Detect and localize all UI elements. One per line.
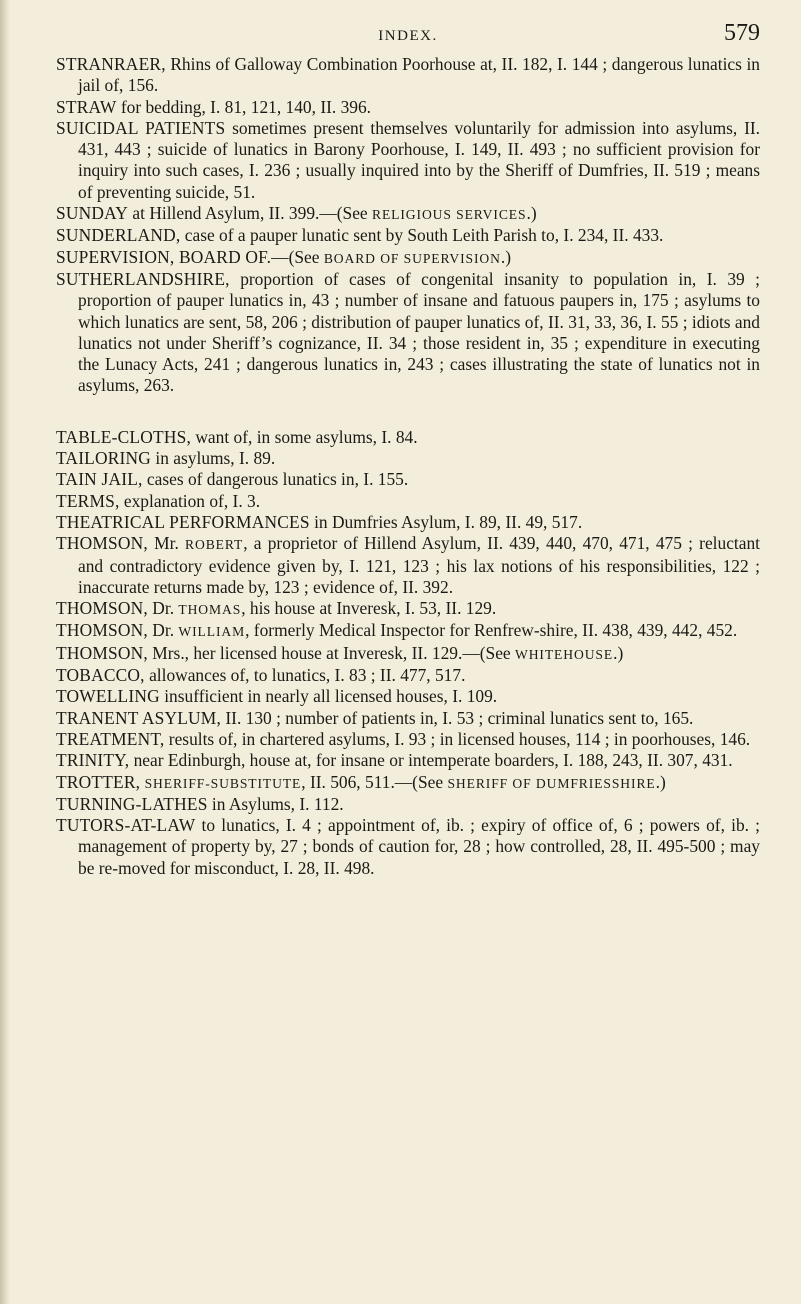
entry-text: , his house at Inveresk, I. 53, II. 129.: [241, 598, 497, 619]
entry-heading: TRANENT ASYLUM,: [56, 707, 222, 728]
running-head-title: INDEX.: [378, 28, 438, 44]
index-body: [56, 54, 760, 879]
entry-text: , a proprietor of Hillend Asylum, II. 439, 440, 470, 471, 475 ; reluctant and contradictory evidence given by, I. 121, 123 ; his lax notions of his responsibilities, 122 ; inaccurate returns made by, 123 ; evidence of, II. 392.: [78, 533, 761, 597]
entry-heading: STRANRAER,: [56, 54, 166, 74]
index-letter-section: [56, 54, 760, 397]
entry-heading: TROTTER,: [56, 771, 141, 792]
page-spine-shadow: [0, 0, 10, 1304]
cross-reference-name: ROBERT: [185, 537, 244, 553]
cross-reference-name: WILLIAM: [178, 624, 246, 640]
entry-text: insufficient in nearly all licensed houses, I. 109.: [159, 686, 498, 707]
entry-text: .): [613, 642, 624, 663]
entry-text: cases of dangerous lunatics in, I. 155.: [142, 469, 409, 490]
entry-heading: STRAW: [56, 96, 117, 117]
entry-text: sometimes present themselves voluntarily for admission into asylums, II. 431, 443 ; suicide of lunatics in Barony Poorhouse, I. 149, II. 493 ; no sufficient provision for inquiry into such cases, I. 236 ; usually inquired into by the Sheriff of Dumfries, II. 519 ; means of preventing suicide, 51.: [78, 117, 760, 202]
index-entry: [56, 512, 760, 533]
cross-reference-name: RELIGIOUS SERVICES: [372, 207, 527, 223]
index-entry: [56, 203, 760, 225]
entry-heading: TAILORING: [56, 448, 152, 469]
index-entry: [56, 269, 760, 397]
entry-text: , II. 506, 511.—(See: [301, 771, 448, 792]
index-entry: [56, 491, 760, 512]
index-letter-section: [56, 427, 760, 879]
index-entry: [56, 533, 760, 598]
entry-heading: THOMSON,: [56, 533, 148, 554]
entry-text: results of, in chartered asylums, I. 93 ; in licensed houses, 114 ; in poorhouses, 146.: [164, 728, 751, 749]
entry-heading: THOMSON,: [56, 620, 148, 641]
index-entry: [56, 772, 760, 794]
entry-heading: TREATMENT,: [56, 728, 165, 749]
entry-text: want of, in some asylums, I. 84.: [191, 426, 418, 447]
index-entry: [56, 643, 760, 665]
entry-heading: TOBACCO,: [56, 665, 145, 686]
entry-heading: TOWELLING: [56, 686, 160, 707]
entry-text: in asylums, I. 89.: [151, 448, 276, 469]
index-entry: [56, 686, 760, 707]
index-entry: [56, 665, 760, 686]
entry-heading: SUICIDAL PATIENTS: [56, 117, 226, 138]
cross-reference-name: SHERIFF OF DUMFRIESSHIRE: [447, 775, 656, 791]
entry-text: proportion of cases of congenital insanity to population in, I. 39 ; proportion of pauper lunatics in, 43 ; number of insane and fatuous paupers in, 175 ; asylums to which lunatics are sent, 58, 206 ; distribution of pauper lunatics of, II. 31, 33, 36, I. 55 ; idiots and lunatics not under Sheriff’s cognizance, II. 34 ; those resident in, 35 ; expenditure in executing the Lunacy Acts, 241 ; dangerous lunatics in, 243 ; cases illustrating the state of lunatics not in asylums, 263.: [78, 268, 760, 396]
running-head: [56, 14, 760, 54]
entry-text: allowances of, to lunatics, I. 83 ; II. 477, 517.: [144, 665, 466, 686]
index-entry: [56, 225, 760, 246]
entry-heading: TAIN JAIL,: [56, 469, 143, 490]
entry-heading: TERMS,: [56, 490, 120, 511]
index-entry: [56, 97, 760, 118]
entry-heading: TRINITY,: [56, 750, 130, 771]
index-entry: [56, 247, 760, 269]
entry-text: .): [500, 246, 511, 267]
entry-heading: TURNING-LATHES: [56, 793, 208, 814]
entry-heading: SUTHERLANDSHIRE,: [56, 268, 230, 289]
entry-heading: SUPERVISION, BOARD OF.: [56, 246, 272, 267]
entry-heading: SUNDAY: [56, 203, 129, 224]
entry-text: Mr.: [147, 533, 186, 554]
entry-heading: SUNDERLAND,: [56, 225, 181, 246]
cross-reference-name: THOMAS: [178, 602, 242, 618]
index-entry: [56, 750, 760, 771]
entry-text: Rhins of Galloway Combination Poorhouse at, II. 182, I. 144 ; dangerous lunatics in jail of, 156.: [78, 54, 760, 96]
index-page: [56, 14, 760, 879]
index-entry: [56, 54, 760, 97]
entry-text: case of a pauper lunatic sent by South Leith Parish to, I. 234, II. 433.: [180, 225, 664, 246]
entry-heading: TUTORS-AT-LAW: [56, 815, 196, 836]
entry-text: II. 130 ; number of patients in, I. 53 ; criminal lunatics sent to, 165.: [221, 707, 694, 728]
cross-reference-name: SHERIFF-SUBSTITUTE: [144, 775, 302, 791]
index-entry: [56, 598, 760, 620]
cross-reference-name: WHITEHOUSE: [514, 646, 614, 662]
entry-heading: THOMSON,: [56, 598, 148, 619]
index-entry: [56, 469, 760, 490]
index-entry: [56, 729, 760, 750]
index-entry: [56, 708, 760, 729]
entry-heading: THOMSON,: [56, 642, 148, 663]
entry-text: near Edinburgh, house at, for insane or intemperate boarders, I. 188, 243, II. 307, 431.: [129, 750, 733, 771]
entry-text: at Hillend Asylum, II. 399.—(See: [128, 203, 372, 224]
entry-text: Dr.: [147, 620, 179, 641]
entry-text: in Dumfries Asylum, I. 89, II. 49, 517.: [309, 511, 583, 532]
index-entry: [56, 118, 760, 203]
entry-text: , formerly Medical Inspector for Renfrew-shire, II. 438, 439, 442, 452.: [245, 620, 738, 641]
entry-heading: THEATRICAL PERFORMANCES: [56, 511, 310, 532]
index-entry: [56, 815, 760, 879]
entry-text: Mrs., her licensed house at Inveresk, II. 129.—(See: [147, 642, 515, 663]
index-entry: [56, 794, 760, 815]
entry-text: —(See: [271, 246, 324, 267]
index-entry: [56, 427, 760, 448]
entry-text: in Asylums, I. 112.: [207, 793, 344, 814]
entry-text: Dr.: [147, 598, 179, 619]
index-entry: [56, 448, 760, 469]
page-number: 579: [724, 20, 760, 46]
entry-text: .): [526, 203, 537, 224]
entry-heading: TABLE-CLOTHS,: [56, 426, 192, 447]
entry-text: explanation of, I. 3.: [119, 490, 261, 511]
entry-text: .): [655, 771, 666, 792]
cross-reference-name: BOARD OF SUPERVISION: [323, 250, 501, 266]
index-entry: [56, 620, 760, 642]
entry-text: for bedding, I. 81, 121, 140, II. 396.: [116, 96, 372, 117]
entry-text: to lunatics, I. 4 ; appointment of, ib. ; expiry of office of, 6 ; powers of, ib. ; management of property by, 27 ; bonds of caution for, 28 ; how controlled, 28, II. 495-500 ; may be re-moved for misconduct, I. 28, II. 498.: [78, 815, 760, 878]
